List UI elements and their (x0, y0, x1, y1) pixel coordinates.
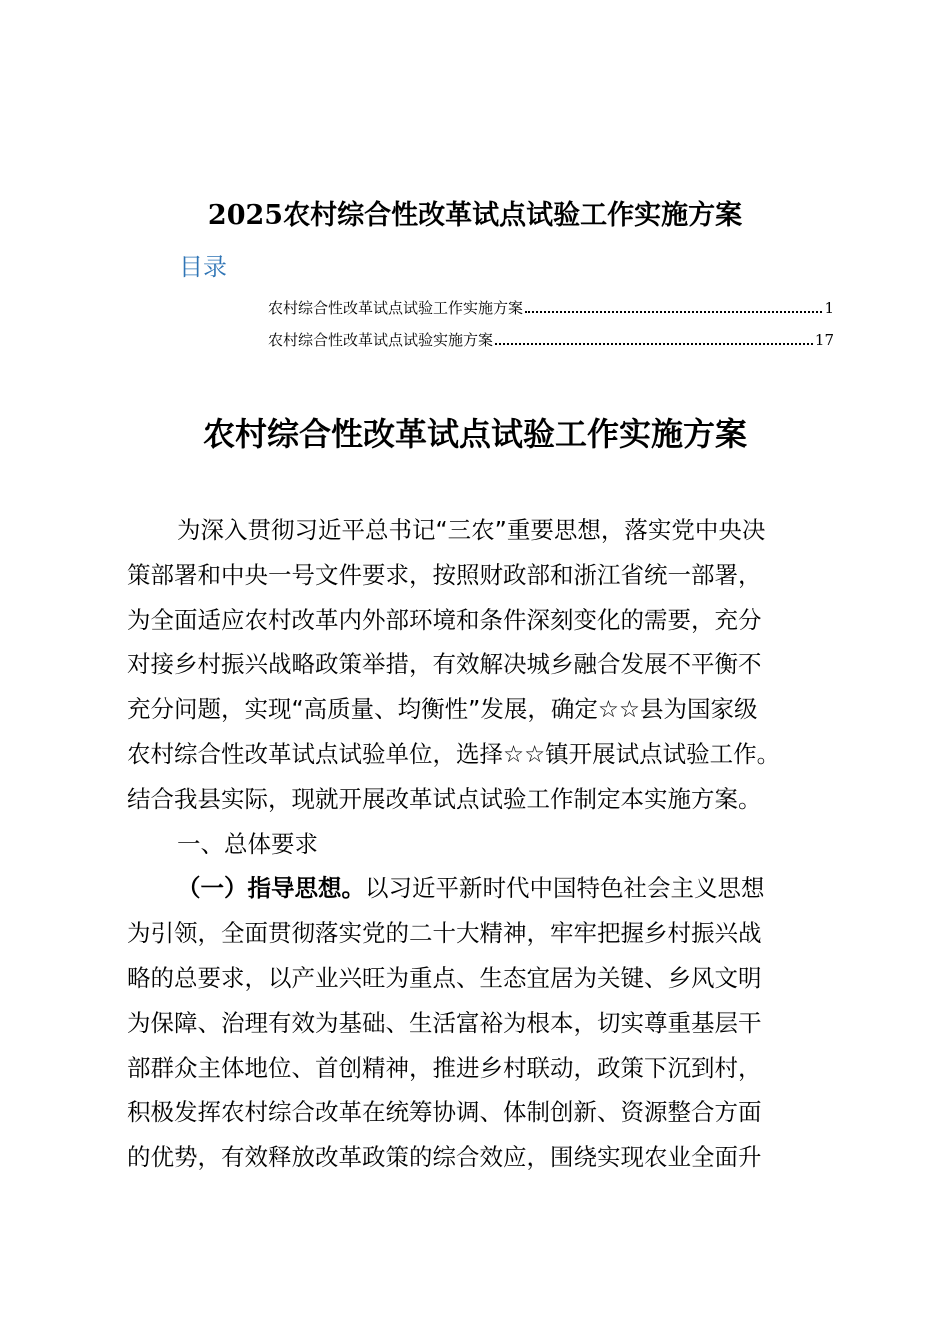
body-text (127, 508, 837, 1180)
toc-dot-leader (525, 310, 822, 313)
section-title: 农村综合性改革试点试验工作实施方案 (202, 415, 747, 453)
paragraph-line: 积极发挥农村综合改革在统筹协调、体制创新、资源整合方面 (127, 1098, 762, 1127)
paragraph-line: 充分问题，实现“高质量、均衡性”发展，确定☆☆县为国家级 (127, 695, 758, 724)
paragraph-line: 的优势，有效释放改革政策的综合效应，围绕实现农业全面升 (127, 1143, 762, 1172)
paragraph-line: 为深入贯彻习近平总书记“三农”重要思想，落实党中央决 (177, 516, 766, 544)
section-heading: 一、总体要求 (177, 829, 318, 858)
paragraph-line: 对接乡村振兴战略政策举措，有效解决城乡融合发展不平衡不 (127, 650, 762, 679)
toc-page-number: 1 (824, 299, 834, 317)
paragraph-line: 结合我县实际，现就开展改革试点试验工作制定本实施方案。 (127, 784, 762, 813)
paragraph-line: 为全面适应农村改革内外部环境和条件深刻变化的需要，充分 (127, 605, 762, 634)
paragraph-line: 策部署和中央一号文件要求，按照财政部和浙江省统一部署， (127, 560, 762, 589)
toc-entry[interactable] (268, 327, 834, 359)
paragraph-text: 以习近平新时代中国特色社会主义思想 (365, 874, 765, 903)
document-title: 2025农村综合性改革试点试验工作实施方案 (207, 200, 743, 231)
toc-page-number: 17 (814, 331, 834, 349)
paragraph-line: 农村综合性改革试点试验单位，选择☆☆镇开展试点试验工作。 (127, 739, 781, 768)
paragraph-line: 为保障、治理有效为基础、生活富裕为根本，切实尊重基层干 (127, 1008, 762, 1037)
toc-entry-title: 农村综合性改革试点试验工作实施方案 (268, 299, 524, 317)
toc-entry-title: 农村综合性改革试点试验实施方案 (268, 331, 494, 349)
toc-heading: 目录 (179, 253, 227, 281)
subheading: （一）指导思想。 (177, 874, 365, 903)
paragraph-line: 略的总要求，以产业兴旺为重点、生态宜居为关键、乡风文明 (127, 963, 762, 992)
paragraph-line: 部群众主体地位、首创精神，推进乡村联动，政策下沉到村， (127, 1053, 762, 1082)
toc-entry[interactable] (268, 295, 834, 327)
paragraph-line: 为引领，全面贯彻落实党的二十大精神，牢牢把握乡村振兴战 (127, 919, 762, 948)
table-of-contents (268, 295, 834, 359)
paragraph-line (127, 866, 837, 911)
toc-dot-leader (495, 342, 813, 345)
